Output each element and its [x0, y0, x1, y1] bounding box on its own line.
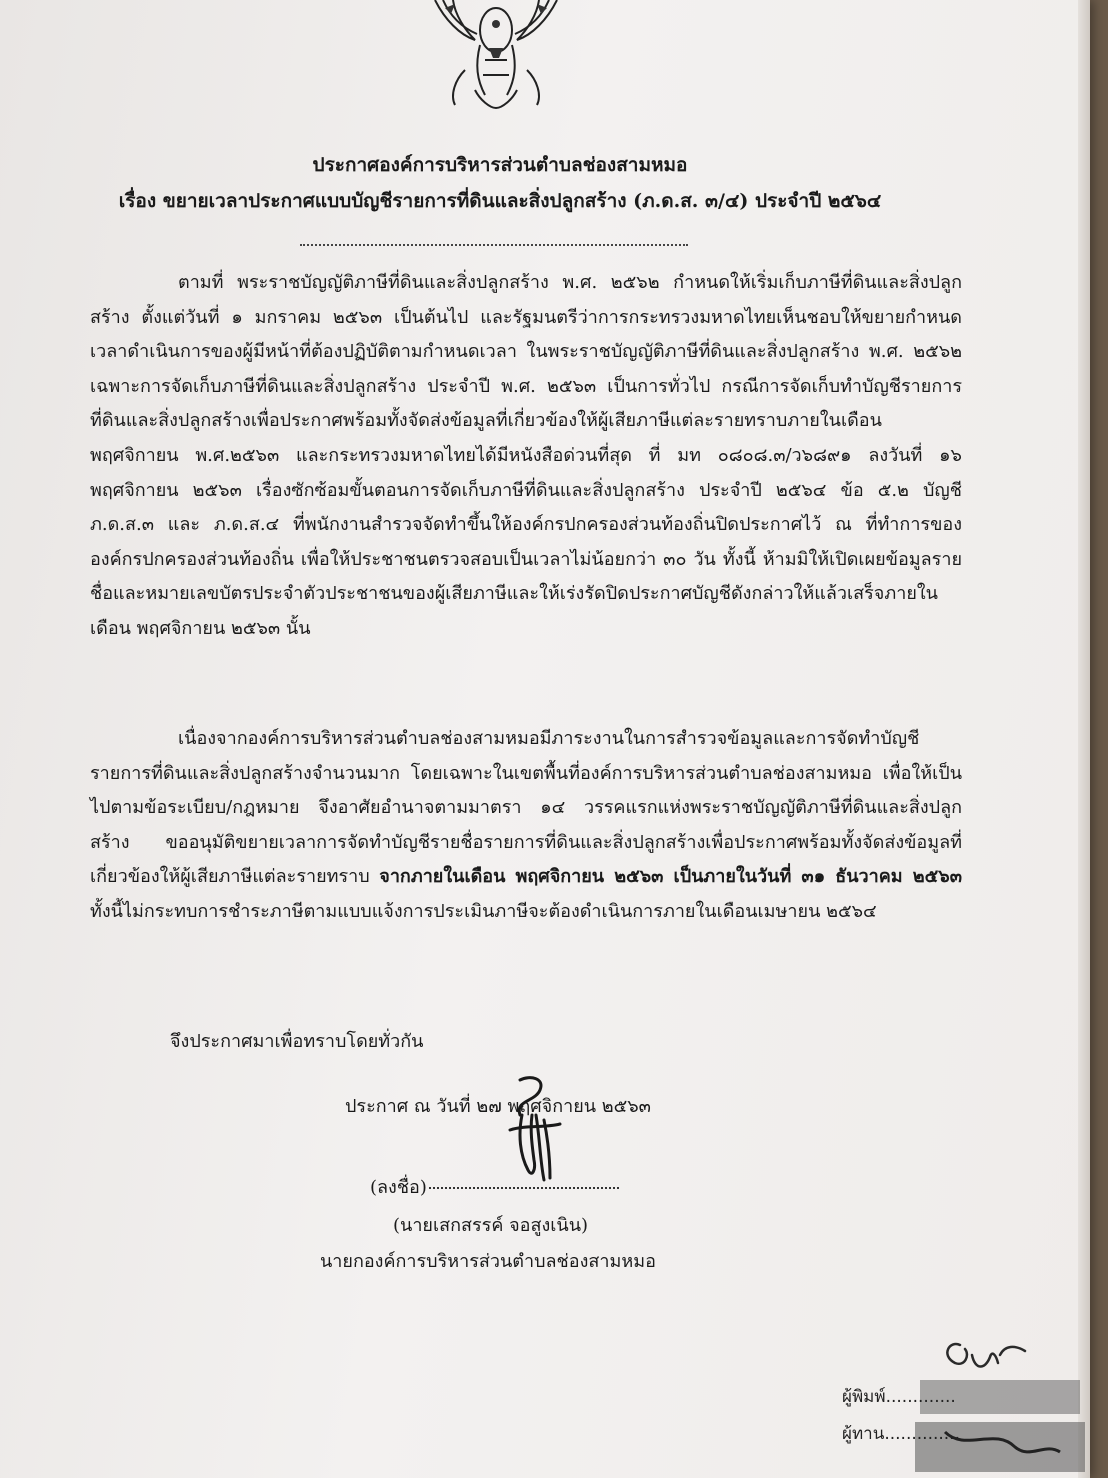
page-edge: [1078, 0, 1090, 1478]
document-subject: เรื่อง ขยายเวลาประกาศแบบบัญชีรายการที่ดินและสิ่งปลูกสร้าง (ภ.ด.ส. ๓/๔) ประจำปี ๒๕๖๔: [118, 190, 882, 212]
paragraph-1: ตามที่ พระราชบัญญัติภาษีที่ดินและสิ่งปลูกสร้าง พ.ศ. ๒๕๖๒ กำหนดให้เริ่มเก็บภาษีที่ดินและสิ่งปลูกสร้าง ตั้งแต่วันที่ ๑ มกราคม ๒๕๖๓ เป็นต้นไป และรัฐมนตรีว่าการกระทรวงมหาดไทยเห็นชอบให้ขยายกำหนดเวลาดำเนินการของผู้มีหน้าที่ต้องปฏิบัติตามกำหนดเวลา ในพระราชบัญญัติภาษีที่ดินและสิ่งปลูกสร้าง พ.ศ. ๒๕๖๒ เฉพาะการจัดเก็บภาษีที่ดินและสิ่งปลูกสร้าง ประจำปี พ.ศ. ๒๕๖๓ เป็นการทั่วไป กรณีการจัดเก็บทำบัญชีรายการที่ดินและสิ่งปลูกสร้างเพื่อประกาศพร้อมทั้งจัดส่งข้อมูลที่เกี่ยวข้องให้ผู้เสียภาษีแต่ละรายทราบภายในเดือน พฤศจิกายน พ.ศ.๒๕๖๓ และกระทรวงมหาดไทยได้มีหนังสือด่วนที่สุด ที่ มท ๐๘๐๘.๓/ว๖๘๙๑ ลงวันที่ ๑๖ พฤศจิกายน ๒๕๖๓ เรื่องซักซ้อมขั้นตอนการจัดเก็บภาษีที่ดินและสิ่งปลูกสร้าง ประจำปี ๒๕๖๔ ข้อ ๕.๒ บัญชี ภ.ด.ส.๓ และ ภ.ด.ส.๔ ที่พนักงานสำรวจจัดทำขึ้นให้องค์กรปกครองส่วนท้องถิ่นปิดประกาศไว้ ณ ที่ทำการขององค์กรปกครองส่วนท้องถิ่น เพื่อให้ประชาชนตรวจสอบเป็นเวลาไม่น้อยกว่า ๓๐ วัน ทั้งนี้ ห้ามมิให้เปิดเผยข้อมูลรายชื่อและหมายเลขบัตรประจำตัวประชาชนของผู้เสียภาษีและให้เร่งรัดปิดประกาศบัญชีดังกล่าวให้แล้วเสร็จภายในเดือน พฤศจิกายน ๒๕๖๓ นั้น: [90, 272, 962, 639]
paragraph-2-emphasis: จากภายในเดือน พฤศจิกายน ๒๕๖๓ เป็นภายในวันที่ ๓๑ ธันวาคม ๒๕๖๓: [379, 866, 963, 888]
signer-name: (นายเสกสรรค์ จอสูงเนิน): [393, 1215, 589, 1236]
title-divider: [300, 244, 688, 246]
signature-line: [370, 1176, 619, 1200]
signature-label: (ลงชื่อ): [370, 1177, 427, 1198]
signature-dots: [429, 1187, 619, 1189]
announce-date: ประกาศ ณ วันที่ ๒๗ พฤศจิกายน ๒๕๖๓: [345, 1096, 651, 1117]
closing-line: จึงประกาศมาเพื่อทราบโดยทั่วกัน: [170, 1031, 424, 1052]
signature-icon: [500, 1070, 570, 1190]
garuda-emblem-icon: [425, 0, 567, 110]
paragraph-2-text-a: เนื่องจากองค์การบริหารส่วนตำบลช่องสามหมอมีภาระงานในการสำรวจข้อมูลและการจัดทำบัญชีรายการที่ดินและสิ่งปลูกสร้างจำนวนมาก โดยเฉพาะในเขตพื้นที่องค์การบริหารส่วนตำบลช่องสามหมอ เพื่อให้เป็นไปตามข้อระเบียบ/กฎหมาย จึงอาศัยอำนาจตามมาตรา ๑๔ วรรคแรกแห่งพระราชบัญญัติภาษีที่ดินและสิ่งปลูกสร้าง ขออนุมัติขยายเวลาการจัดทำบัญชีรายชื่อรายการที่ดินและสิ่งปลูกสร้างเพื่อประกาศพร้อมทั้งจัดส่งข้อมูลที่เกี่ยวข้องให้ผู้เสียภาษีแต่ละรายทราบ: [90, 728, 962, 888]
signer-position: นายกองค์การบริหารส่วนตำบลช่องสามหมอ: [320, 1251, 656, 1272]
paragraph-2: [90, 722, 962, 930]
stamp-typist: ผู้พิมพ์.............: [842, 1387, 956, 1407]
document-title: ประกาศองค์การบริหารส่วนตำบลช่องสามหมอ: [312, 154, 688, 176]
stamp-reviewer: ผู้ทาน..............: [842, 1424, 960, 1444]
paragraph-2-text-b: ทั้งนี้ไม่กระทบการชำระภาษีตามแบบแจ้งการประเมินภาษีจะต้องดำเนินการภายในเดือนเมษายน ๒๕๖๔: [90, 900, 877, 922]
